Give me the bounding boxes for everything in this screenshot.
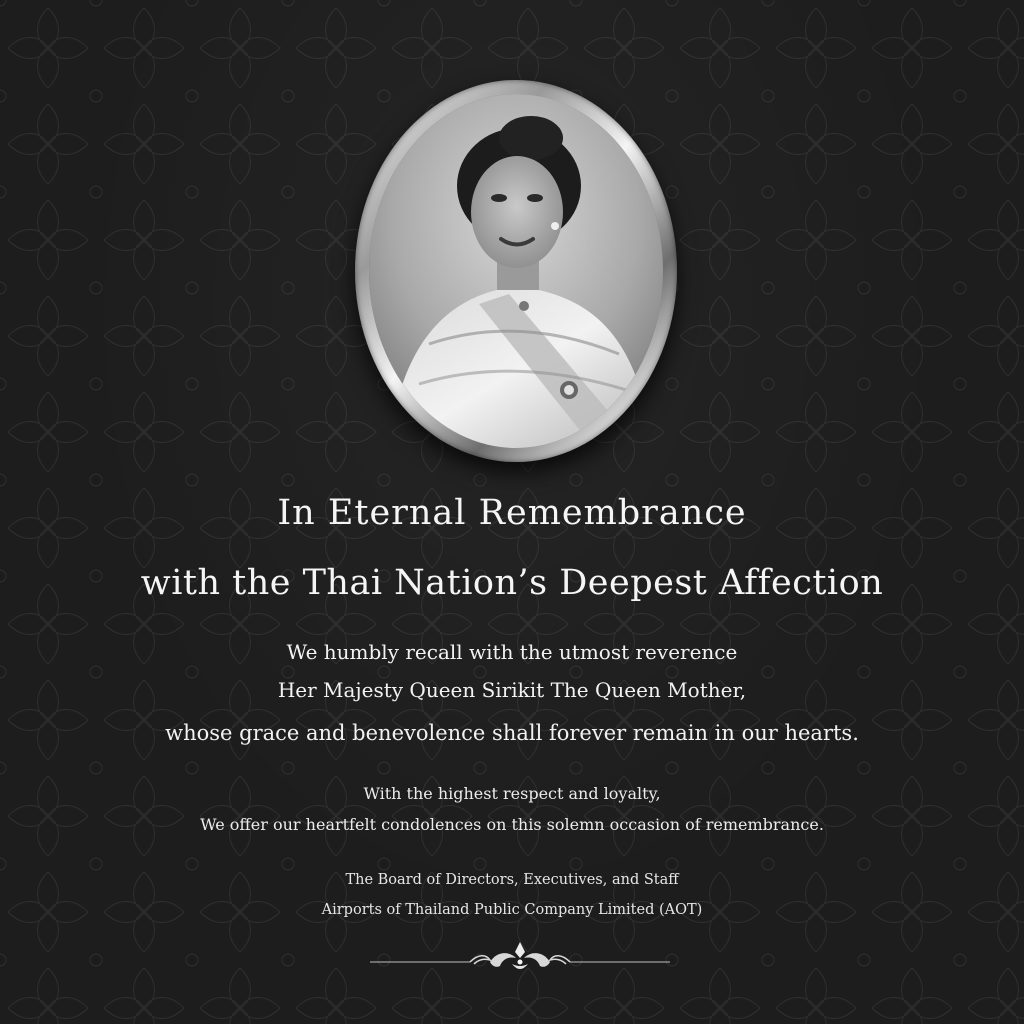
tribute-line-2: Her Majesty Queen Sirikit The Queen Mother, [277,678,747,702]
signature-line-1: The Board of Directors, Executives, and Staff [345,872,679,888]
tribute-line-3: whose grace and benevolence shall forever remain in our hearts. [165,721,859,745]
flourish-ornament-icon [370,936,670,980]
portrait-frame [355,80,677,462]
condolence-line-2: We offer our heartfelt condolences on this solemn occasion of remembrance. [200,815,824,834]
portrait-photo [369,94,663,448]
heading-line-1: In Eternal Remembrance [277,493,747,533]
signature-line-2: Airports of Thailand Public Company Limited (AOT) [321,902,703,918]
heading-line-2: with the Thai Nation’s Deepest Affection [140,563,884,603]
tribute-line-1: We humbly recall with the utmost reverence [286,640,738,664]
condolence-line-1: With the highest respect and loyalty, [363,784,661,803]
